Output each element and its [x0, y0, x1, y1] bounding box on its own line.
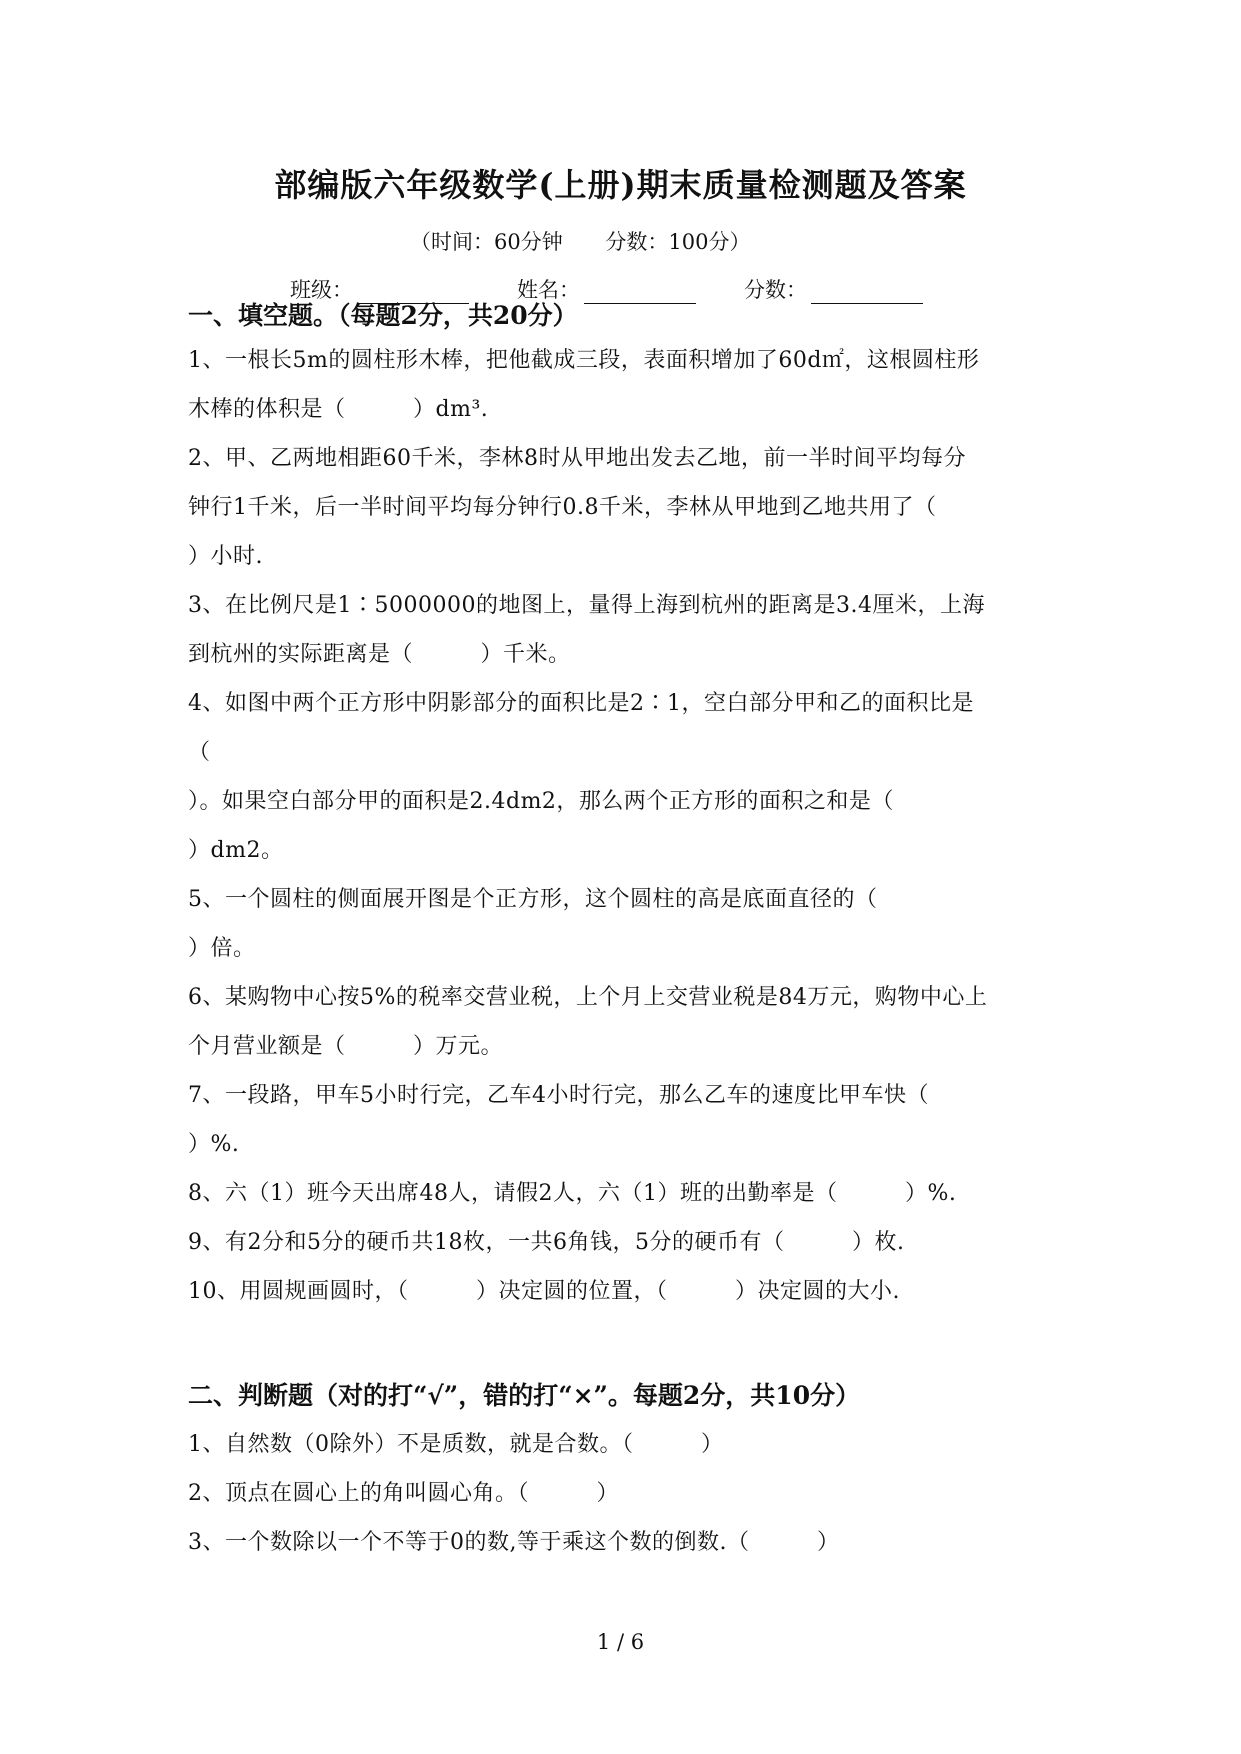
class-label: 班级：	[290, 278, 353, 302]
question-line: ）。如果空白部分甲的面积是2.4dm2，那么两个正方形的面积之和是（	[188, 789, 894, 814]
score-info: 分数：100分）	[605, 230, 751, 254]
question-line: ）倍。	[188, 936, 256, 961]
question-line: 3、一个数除以一个不等于0的数,等于乘这个数的倒数.（ ）	[188, 1530, 840, 1555]
score-label: 分数：	[744, 278, 807, 302]
question-line: 7、一段路，甲车5小时行完，乙车4小时行完，那么乙车的速度比甲车快（	[188, 1083, 929, 1108]
question-line: 8、六（1）班今天出席48人，请假2人，六（1）班的出勤率是（ ）%.	[188, 1181, 957, 1206]
question-line: 4、如图中两个正方形中阴影部分的面积比是2∶1，空白部分甲和乙的面积比是	[188, 691, 974, 716]
section-1-body	[188, 336, 1058, 1316]
score-blank[interactable]	[811, 279, 923, 304]
question-line: 1、一根长5m的圆柱形木棒，把他截成三段，表面积增加了60d㎡，这根圆柱形	[188, 348, 980, 373]
question-line: 3、在比例尺是1∶5000000的地图上，量得上海到杭州的距离是3.4厘米，上海	[188, 593, 985, 618]
section-1-heading: 一、填空题。（每题2分，共20分）	[188, 301, 578, 330]
question-line: ）小时.	[188, 544, 263, 569]
question-line: 到杭州的实际距离是（ ）千米。	[188, 642, 571, 667]
question-line: 钟行1千米，后一半时间平均每分钟行0.8千米，李林从甲地到乙地共用了（	[188, 495, 937, 520]
section-2-heading: 二、判断题（对的打“√”，错的打“×”。每题2分，共10分）	[188, 1381, 861, 1410]
question-line: ）%.	[188, 1132, 240, 1157]
question-line: ）dm2。	[188, 838, 284, 863]
time-info: （时间：60分钟	[410, 230, 563, 254]
question-line: 1、自然数（0除外）不是质数，就是合数。（ ）	[188, 1432, 724, 1457]
question-line: 2、甲、乙两地相距60千米，李林8时从甲地出发去乙地，前一半时间平均每分	[188, 446, 966, 471]
question-line: 10、用圆规画圆时，（ ）决定圆的位置，（ ）决定圆的大小.	[188, 1279, 900, 1304]
question-line: （	[188, 740, 211, 765]
question-line: 6、某购物中心按5%的税率交营业税，上个月上交营业税是84万元，购物中心上	[188, 985, 988, 1010]
question-line: 9、有2分和5分的硬币共18枚，一共6角钱，5分的硬币有（ ）枚.	[188, 1230, 905, 1255]
question-line: 个月营业额是（ ）万元。	[188, 1034, 504, 1059]
exam-meta	[410, 226, 787, 256]
section-2-body	[188, 1420, 1058, 1567]
name-label: 姓名：	[517, 278, 580, 302]
question-line: 2、顶点在圆心上的角叫圆心角。（ ）	[188, 1481, 619, 1506]
question-line: 5、一个圆柱的侧面展开图是个正方形，这个圆柱的高是底面直径的（	[188, 887, 878, 912]
page-title: 部编版六年级数学(上册)期末质量检测题及答案	[274, 166, 967, 204]
page-number: 1 / 6	[596, 1630, 645, 1654]
name-blank[interactable]	[584, 279, 696, 304]
score-field[interactable]	[744, 274, 923, 304]
question-line: 木棒的体积是（ ）dm³.	[188, 397, 489, 422]
